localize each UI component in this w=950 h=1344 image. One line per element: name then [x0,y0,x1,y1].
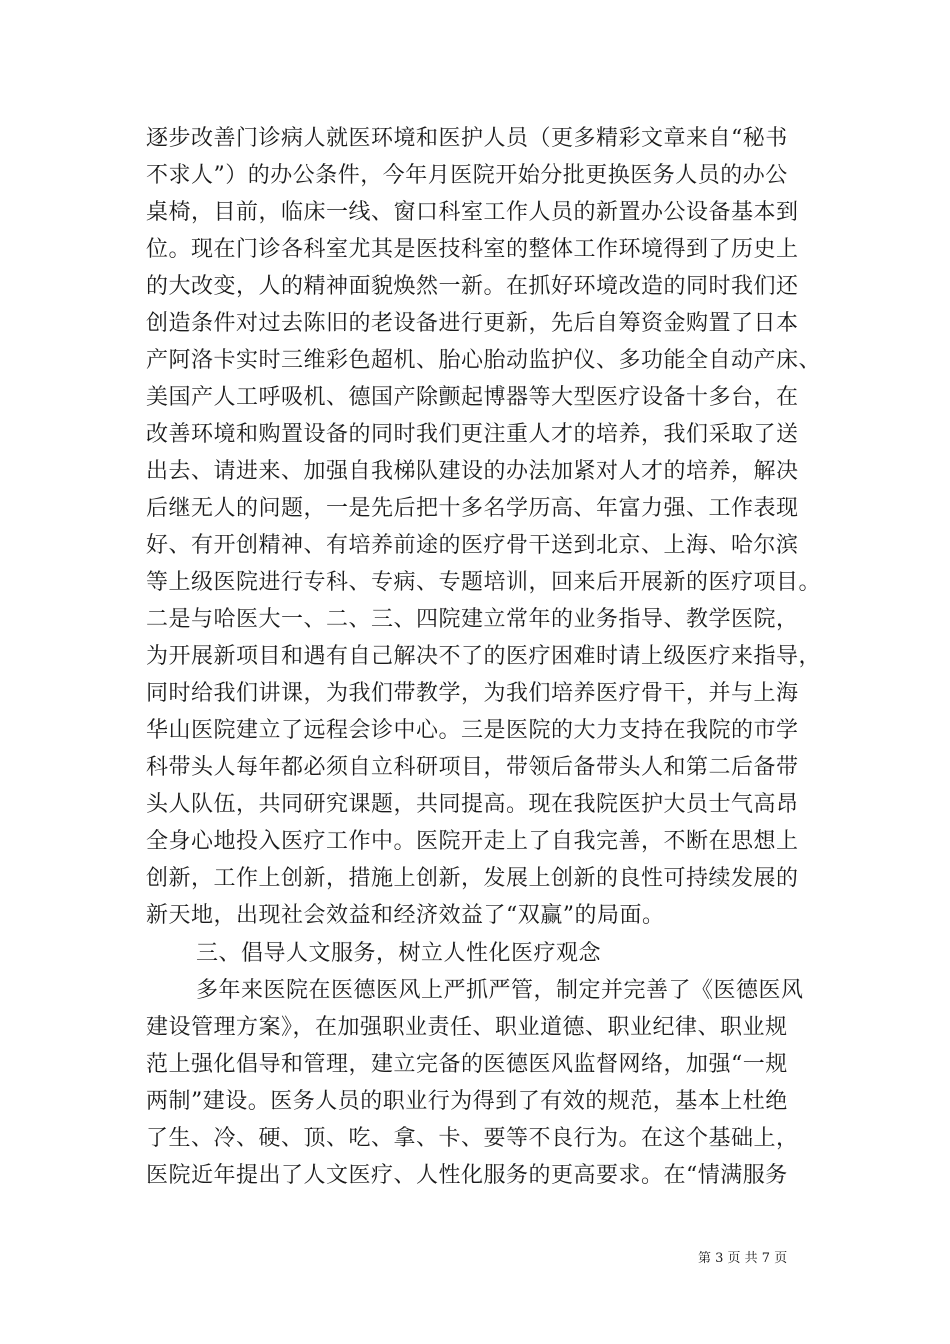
text-line: 产阿洛卡实时三维彩色超机、胎心胎动监护仪、多功能全自动产床、 [146,348,822,373]
text-line: 等上级医院进行专科、专病、专题培训，回来后开展新的医疗项目。 [146,570,822,595]
text-line: 二是与哈医大一、二、三、四院建立常年的业务指导、教学医院， [146,607,799,632]
text-line: 范上强化倡导和管理，建立完备的医德医风监督网络，加强“一规 [146,1052,788,1077]
text-line: 后继无人的问题，一是先后把十多名学历高、年富力强、工作表现 [146,496,799,521]
text-line: 创造条件对过去陈旧的老设备进行更新，先后自筹资金购置了日本 [146,311,799,336]
text-line: 医院近年提出了人文医疗、人性化服务的更高要求。在“情满服务 [146,1163,788,1188]
text-line: 全身心地投入医疗工作中。医院开走上了自我完善，不断在思想上 [146,829,799,854]
text-line: 了生、冷、硬、顶、吃、拿、卡、要等不良行为。在这个基础上， [146,1126,799,1151]
text-line: 同时给我们讲课，为我们带教学，为我们培养医疗骨干，并与上海 [146,681,799,706]
text-line: 科带头人每年都必须自立科研项目，带领后备带头人和第二后备带 [146,755,799,780]
text-line: 不求人”）的办公条件，今年月医院开始分批更换医务人员的办公 [146,163,788,188]
text-line: 的大改变，人的精神面貌焕然一新。在抓好环境改造的同时我们还 [146,274,799,299]
text-line: 桌椅，目前，临床一线、窗口科室工作人员的新置办公设备基本到 [146,200,799,225]
text-line: 为开展新项目和遇有自己解决不了的医疗困难时请上级医疗来指导， [146,644,822,669]
text-line: 逐步改善门诊病人就医环境和医护人员（更多精彩文章来自“秘书 [146,126,788,151]
text-line: 位。现在门诊各科室尤其是医技科室的整体工作环境得到了历史上 [146,237,799,262]
section-heading: 三、倡导人文服务，树立人性化医疗观念 [196,941,602,966]
text-line: 新天地，出现社会效益和经济效益了“双赢”的局面。 [146,903,665,928]
text-line: 建设管理方案》，在加强职业责任、职业道德、职业纪律、职业规 [146,1015,788,1040]
text-line: 出去、请进来、加强自我梯队建设的办法加紧对人才的培养，解决 [146,459,799,484]
text-line: 改善环境和购置设备的同时我们更注重人才的培养，我们采取了送 [146,422,799,447]
text-line: 美国产人工呼吸机、德国产除颤起博器等大型医疗设备十多台，在 [146,385,799,410]
text-line: 创新，工作上创新，措施上创新，发展上创新的良性可持续发展的 [146,866,799,891]
paragraph-first-line: 多年来医院在医德医风上严抓严管，制定并完善了《医德医风 [196,978,804,1003]
page-number-footer: 第 3 页 共 7 页 [698,1251,788,1266]
text-line: 头人队伍，共同研究课题，共同提高。现在我院医护大员士气高昂 [146,792,799,817]
text-line: 两制”建设。医务人员的职业行为得到了有效的规范，基本上杜绝 [146,1089,788,1114]
text-line: 华山医院建立了远程会诊中心。三是医院的大力支持在我院的市学 [146,718,799,743]
text-line: 好、有开创精神、有培养前途的医疗骨干送到北京、上海、哈尔滨 [146,533,799,558]
